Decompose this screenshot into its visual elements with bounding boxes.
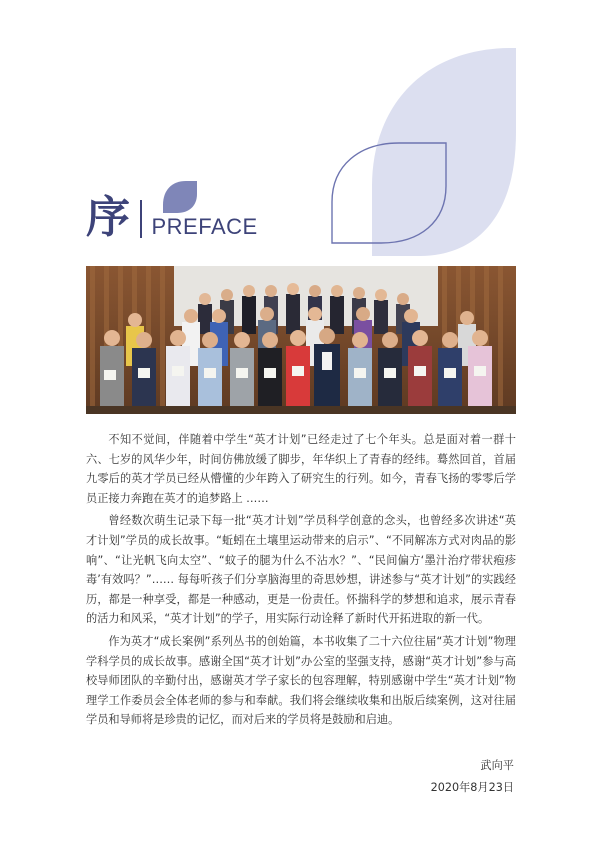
paragraph-2: 曾经数次萌生记录下每一批“英才计划”学员科学创意的念头，也曾经多次讲述“英才计划”学员的成长故事。“蚯蚓在土壤里运动带来的启示”、“不同解冻方式对肉品的影响”、“让光帆飞向太空”、“蚊子的腿为什么不沾水？”、“民间偏方‘墨汁治疗带状疱疹毒’有效吗？”…… 每每听孩子们分享脑海里的奇思妙想，讲述参与“英才计划”的实践经历，都是一种享受，都是一种感动，更是一份责任。怀揣科学的梦想和追求，展示青春的活力和风采，“英才计划”的学子，用实际行动诠释了新时代开拓进取的新一代。	[86, 514, 516, 626]
large-leaf-shape	[372, 48, 516, 256]
group-photo	[86, 266, 516, 414]
heading-title-en: PREFACE	[151, 214, 258, 239]
group-photo-illustration	[86, 266, 516, 414]
signature-author: 武向平	[480, 759, 514, 772]
paragraph-1: 不知不觉间，伴随着中学生“英才计划”已经走过了七个年头。总是面对着一群十六、七岁的风华少年，时间仿佛放缓了脚步，年华织上了青春的经纬。蓦然回首，首届九零后的英才学员已经从懵懂的少年跨入了研究生的行列。如今，青春飞扬的零零后学员正接力奔跑在英才的追梦路上 ……	[86, 433, 516, 505]
signature-date: 2020年8月23日	[430, 781, 514, 794]
page-heading	[86, 192, 258, 243]
paragraph-3: 作为英才“成长案例”系列丛书的创始篇，本书收集了二十六位往届“英才计划”物理学科学员的成长故事。感谢全国“英才计划”办公室的坚强支持，感谢“英才计划”参与高校导师团队的辛勤付出，感谢英才学子家长的包容理解，特别感谢中学生“英才计划”物理学工作委员会全体老师的参与和奉献。我们将会继续收集和出版后续案例，这对往届学员和导师将是珍贵的记忆，而对后来的学员将是鼓励和启迪。	[86, 634, 516, 727]
heading-title-cn: 序	[86, 192, 130, 243]
preface-body	[86, 430, 516, 733]
heading-divider	[140, 200, 142, 238]
